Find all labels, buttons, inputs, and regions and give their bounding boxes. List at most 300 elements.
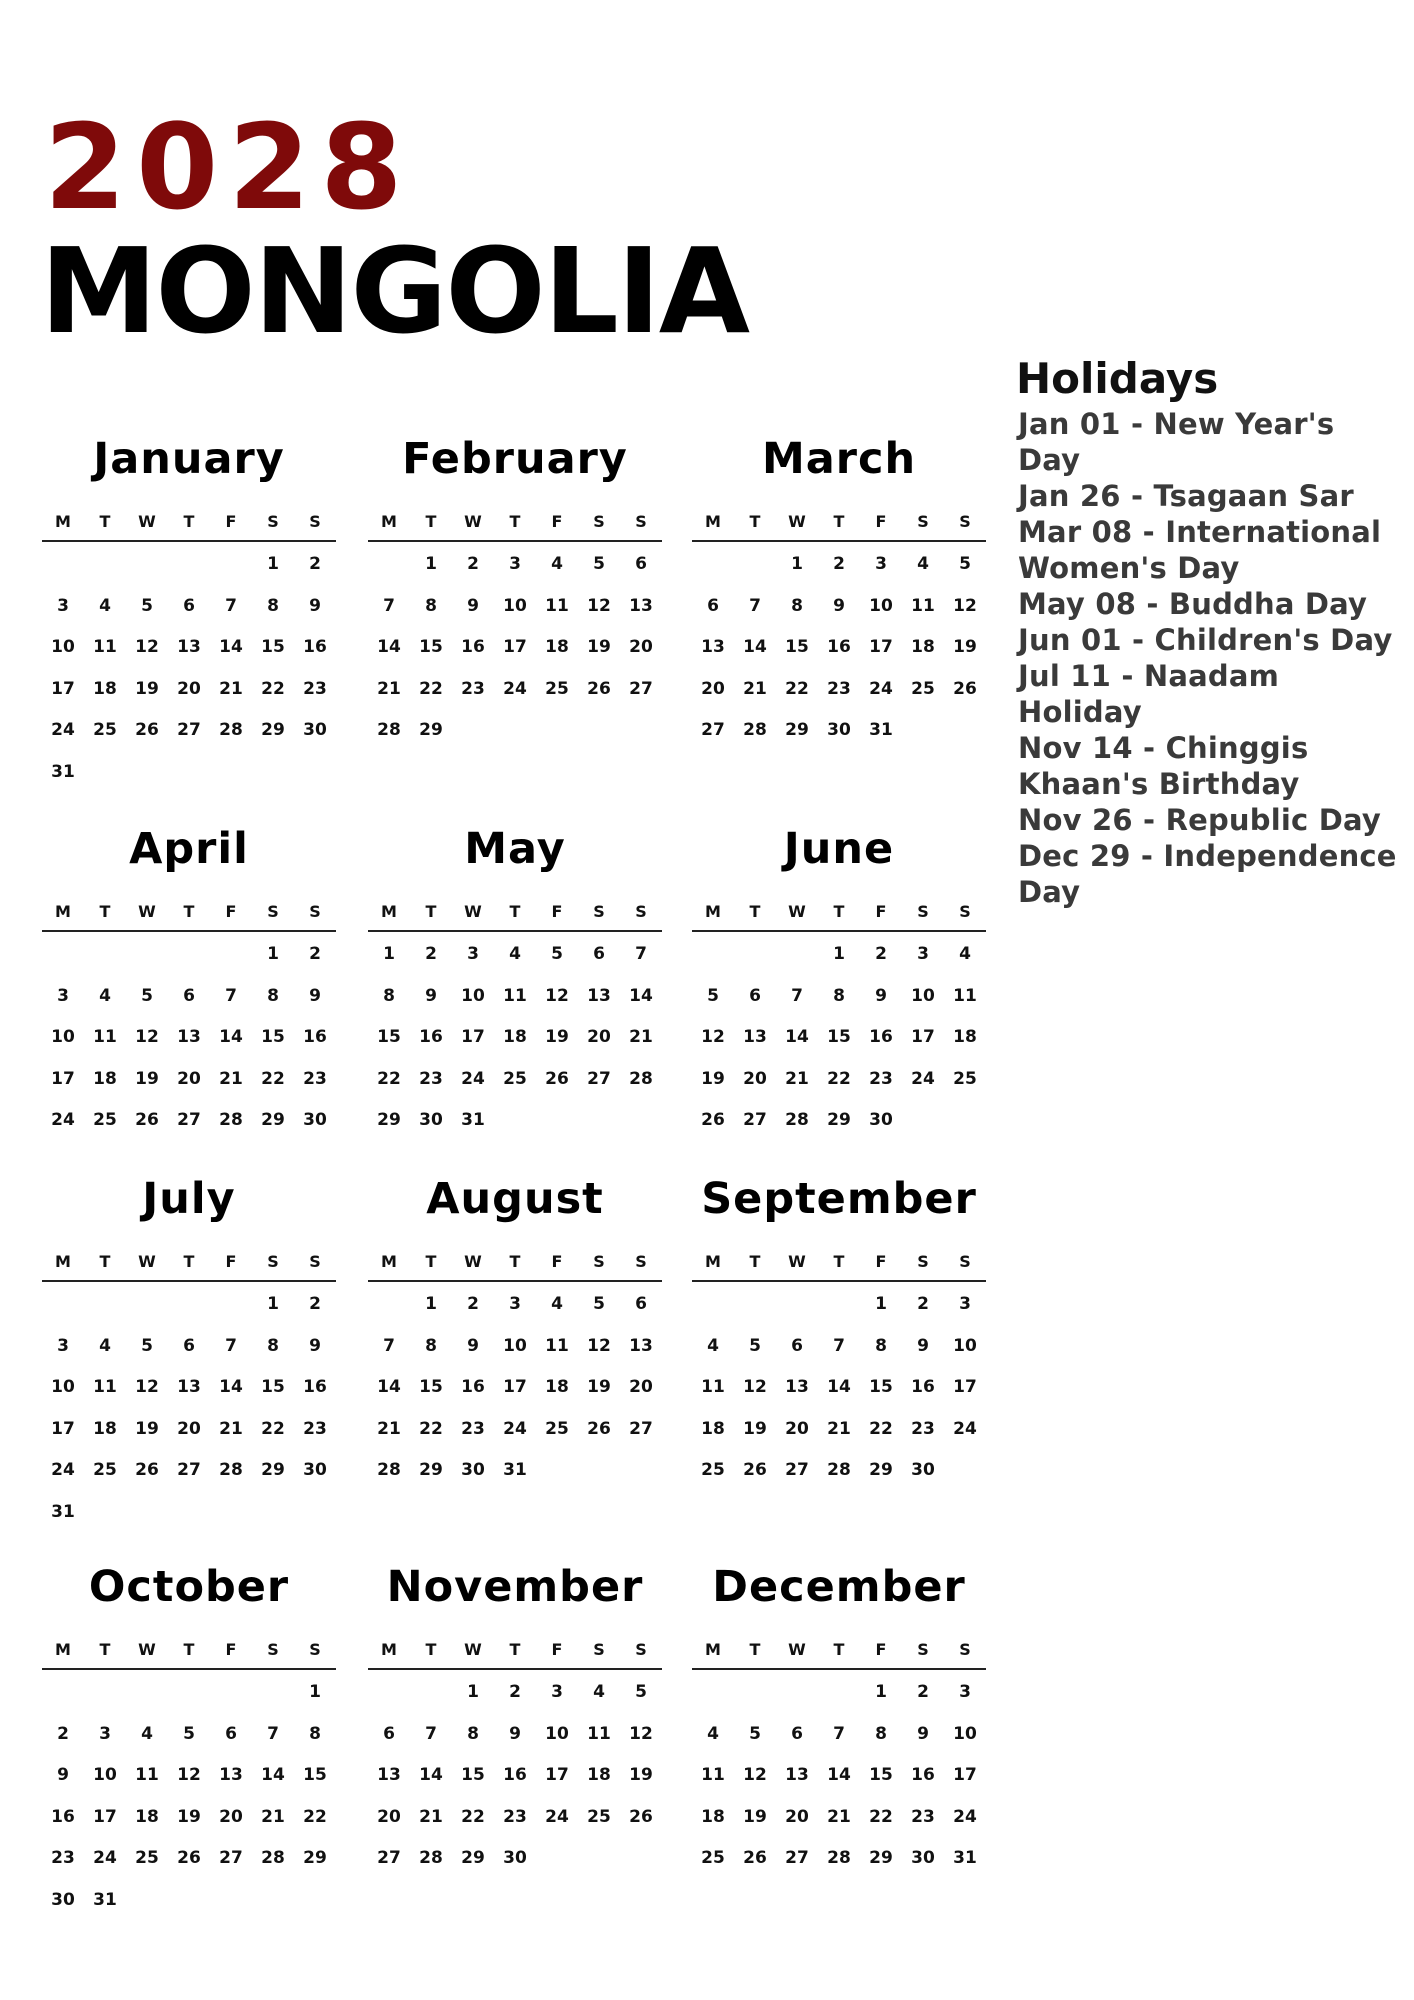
day-cell: 25 <box>701 1460 725 1480</box>
weekday-label: S <box>267 1640 279 1659</box>
holiday-item: Jan 26 - Tsagaan Sar <box>1018 479 1354 513</box>
day-cell: 18 <box>701 1418 725 1439</box>
day-cell: 28 <box>219 1110 243 1130</box>
day-cell: 5 <box>183 1723 195 1744</box>
weekday-label: T <box>509 1252 521 1271</box>
day-cell: 16 <box>303 1027 327 1047</box>
day-grid <box>692 932 986 1150</box>
day-cell: 31 <box>51 761 75 782</box>
day-cell: 9 <box>57 1765 69 1785</box>
day-cell: 9 <box>833 595 845 616</box>
day-cell: 3 <box>959 1294 971 1314</box>
day-cell: 11 <box>953 985 977 1006</box>
day-cell: 12 <box>587 595 611 616</box>
day-cell: 18 <box>93 1418 117 1439</box>
day-cell: 3 <box>57 985 69 1006</box>
day-cell: 9 <box>509 1723 521 1744</box>
day-cell: 8 <box>267 1335 279 1356</box>
day-cell: 26 <box>701 1110 725 1130</box>
day-cell: 27 <box>177 1110 201 1130</box>
day-cell: 14 <box>261 1765 285 1785</box>
day-cell: 3 <box>551 1682 563 1702</box>
day-cell: 25 <box>587 1806 611 1827</box>
day-cell: 15 <box>261 637 285 657</box>
day-cell: 9 <box>917 1335 929 1356</box>
holiday-item: Jun 01 - Children's Day <box>1018 623 1393 657</box>
day-cell: 13 <box>377 1765 401 1785</box>
weekday-label: W <box>464 902 482 921</box>
weekday-label: F <box>551 902 563 921</box>
day-cell: 26 <box>587 678 611 699</box>
weekday-label: S <box>593 1640 605 1659</box>
day-cell: 27 <box>701 720 725 740</box>
weekday-label: T <box>833 902 845 921</box>
day-cell: 9 <box>425 985 437 1006</box>
day-cell: 18 <box>93 1068 117 1089</box>
weekday-label: S <box>593 1252 605 1271</box>
day-cell: 11 <box>135 1765 159 1785</box>
month-november <box>368 1562 662 1888</box>
weekday-header <box>368 512 662 542</box>
day-cell: 27 <box>785 1848 809 1868</box>
day-cell: 12 <box>135 637 159 657</box>
day-cell: 19 <box>953 637 977 657</box>
weekday-label: T <box>99 512 111 531</box>
day-cell: 20 <box>177 1068 201 1089</box>
day-cell: 6 <box>593 944 605 964</box>
weekday-label: W <box>464 512 482 531</box>
day-cell: 4 <box>141 1723 153 1744</box>
day-cell: 16 <box>911 1765 935 1785</box>
day-cell: 28 <box>629 1068 653 1089</box>
weekday-label: F <box>551 1252 563 1271</box>
day-cell: 31 <box>93 1889 117 1910</box>
holiday-item: Nov 14 - Chinggis Khaan's Birthday <box>1018 731 1309 801</box>
day-cell: 21 <box>419 1806 443 1827</box>
weekday-label: W <box>788 512 806 531</box>
day-cell: 10 <box>503 595 527 616</box>
day-grid <box>692 1670 986 1888</box>
day-cell: 22 <box>461 1806 485 1827</box>
weekday-label: T <box>833 512 845 531</box>
day-cell: 23 <box>503 1806 527 1827</box>
day-cell: 12 <box>701 1027 725 1047</box>
day-cell: 12 <box>953 595 977 616</box>
day-cell: 23 <box>461 1418 485 1439</box>
day-cell: 27 <box>177 1460 201 1480</box>
day-cell: 28 <box>827 1848 851 1868</box>
weekday-label: S <box>635 902 647 921</box>
day-cell: 29 <box>303 1848 327 1868</box>
day-cell: 30 <box>303 720 327 740</box>
weekday-label: W <box>788 1640 806 1659</box>
day-cell: 10 <box>545 1723 569 1744</box>
day-cell: 10 <box>51 1377 75 1397</box>
day-cell: 8 <box>425 1335 437 1356</box>
day-cell: 25 <box>93 1110 117 1130</box>
weekday-label: W <box>788 902 806 921</box>
weekday-label: T <box>183 1640 195 1659</box>
day-cell: 14 <box>785 1027 809 1047</box>
weekday-label: F <box>875 512 887 531</box>
weekday-label: M <box>381 512 397 531</box>
weekday-label: M <box>705 512 721 531</box>
day-cell: 11 <box>93 1027 117 1047</box>
weekday-label: W <box>138 1252 156 1271</box>
day-cell: 21 <box>377 678 401 699</box>
day-cell: 28 <box>377 720 401 740</box>
day-cell: 6 <box>183 595 195 616</box>
weekday-label: F <box>875 1640 887 1659</box>
day-cell: 1 <box>833 944 845 964</box>
day-cell: 13 <box>629 595 653 616</box>
weekday-label: S <box>959 512 971 531</box>
day-cell: 8 <box>309 1723 321 1744</box>
weekday-label: S <box>309 902 321 921</box>
day-cell: 17 <box>51 1418 75 1439</box>
day-cell: 11 <box>545 595 569 616</box>
day-cell: 6 <box>635 554 647 574</box>
day-cell: 29 <box>377 1110 401 1130</box>
day-cell: 2 <box>57 1723 69 1744</box>
day-cell: 30 <box>461 1460 485 1480</box>
day-cell: 12 <box>743 1765 767 1785</box>
day-cell: 24 <box>869 678 893 699</box>
day-cell: 26 <box>629 1806 653 1827</box>
day-cell: 29 <box>419 720 443 740</box>
month-name: May <box>464 824 566 874</box>
day-cell: 18 <box>93 678 117 699</box>
day-cell: 19 <box>135 1418 159 1439</box>
weekday-label: T <box>99 1640 111 1659</box>
day-cell: 1 <box>267 554 279 574</box>
day-cell: 21 <box>629 1027 653 1047</box>
day-cell: 15 <box>261 1377 285 1397</box>
day-cell: 13 <box>785 1377 809 1397</box>
day-cell: 14 <box>827 1765 851 1785</box>
day-cell: 12 <box>587 1335 611 1356</box>
day-cell: 20 <box>587 1027 611 1047</box>
weekday-label: S <box>593 902 605 921</box>
day-cell: 1 <box>309 1682 321 1702</box>
weekday-label: M <box>55 1252 71 1271</box>
day-cell: 10 <box>869 595 893 616</box>
day-cell: 27 <box>587 1068 611 1089</box>
day-cell: 3 <box>99 1723 111 1744</box>
day-cell: 8 <box>267 595 279 616</box>
month-name: September <box>701 1174 977 1224</box>
holidays-panel <box>1016 354 1398 910</box>
day-grid <box>692 542 986 760</box>
month-january <box>42 434 336 801</box>
day-cell: 4 <box>551 1294 563 1314</box>
day-cell: 28 <box>261 1848 285 1868</box>
weekday-label: T <box>833 1252 845 1271</box>
day-cell: 2 <box>467 1294 479 1314</box>
day-cell: 31 <box>503 1460 527 1480</box>
day-cell: 6 <box>383 1723 395 1744</box>
day-cell: 29 <box>261 1460 285 1480</box>
month-name: August <box>426 1174 604 1224</box>
day-cell: 31 <box>51 1501 75 1522</box>
day-cell: 28 <box>419 1848 443 1868</box>
day-cell: 5 <box>141 985 153 1006</box>
day-cell: 18 <box>587 1765 611 1785</box>
weekday-label: M <box>55 902 71 921</box>
day-cell: 19 <box>587 637 611 657</box>
weekday-label: S <box>309 1252 321 1271</box>
day-cell: 3 <box>509 1294 521 1314</box>
weekday-label: W <box>138 1640 156 1659</box>
weekday-label: S <box>959 902 971 921</box>
weekday-label: F <box>225 1640 237 1659</box>
day-cell: 13 <box>177 637 201 657</box>
day-cell: 23 <box>303 1418 327 1439</box>
day-cell: 10 <box>953 1723 977 1744</box>
weekday-header <box>692 1640 986 1670</box>
day-cell: 26 <box>743 1460 767 1480</box>
day-cell: 2 <box>917 1294 929 1314</box>
day-cell: 22 <box>869 1418 893 1439</box>
day-cell: 15 <box>461 1765 485 1785</box>
day-cell: 18 <box>701 1806 725 1827</box>
day-cell: 28 <box>827 1460 851 1480</box>
day-cell: 31 <box>869 720 893 740</box>
weekday-label: F <box>225 902 237 921</box>
weekday-label: S <box>917 512 929 531</box>
weekday-label: T <box>749 902 761 921</box>
day-cell: 24 <box>503 678 527 699</box>
weekday-label: T <box>425 1640 437 1659</box>
day-cell: 15 <box>785 637 809 657</box>
month-name: January <box>93 434 285 484</box>
weekday-header <box>692 902 986 932</box>
day-cell: 7 <box>225 1335 237 1356</box>
day-cell: 20 <box>785 1806 809 1827</box>
weekday-label: W <box>138 512 156 531</box>
weekday-label: M <box>705 1252 721 1271</box>
day-cell: 24 <box>545 1806 569 1827</box>
day-cell: 2 <box>509 1682 521 1702</box>
day-cell: 15 <box>869 1765 893 1785</box>
weekday-label: S <box>959 1252 971 1271</box>
weekday-header <box>42 512 336 542</box>
day-cell: 7 <box>425 1723 437 1744</box>
day-cell: 24 <box>51 1460 75 1480</box>
day-grid <box>368 1670 662 1888</box>
day-cell: 11 <box>503 985 527 1006</box>
day-cell: 14 <box>219 637 243 657</box>
month-april <box>42 824 336 1150</box>
weekday-label: T <box>509 1640 521 1659</box>
day-cell: 21 <box>219 1068 243 1089</box>
day-cell: 7 <box>383 595 395 616</box>
holiday-item: May 08 - Buddha Day <box>1018 587 1368 621</box>
day-cell: 14 <box>419 1765 443 1785</box>
month-name: October <box>88 1562 290 1612</box>
day-cell: 24 <box>461 1068 485 1089</box>
day-cell: 29 <box>869 1460 893 1480</box>
day-cell: 5 <box>141 1335 153 1356</box>
day-cell: 24 <box>503 1418 527 1439</box>
day-cell: 23 <box>419 1068 443 1089</box>
weekday-label: S <box>959 1640 971 1659</box>
day-cell: 2 <box>467 554 479 574</box>
weekday-label: M <box>381 1252 397 1271</box>
day-cell: 3 <box>917 944 929 964</box>
day-cell: 22 <box>303 1806 327 1827</box>
day-cell: 17 <box>953 1377 977 1397</box>
weekday-label: F <box>551 512 563 531</box>
day-cell: 16 <box>419 1027 443 1047</box>
month-december <box>692 1562 986 1888</box>
weekday-label: T <box>749 512 761 531</box>
day-cell: 7 <box>225 985 237 1006</box>
day-cell: 4 <box>551 554 563 574</box>
day-cell: 1 <box>875 1682 887 1702</box>
weekday-label: F <box>551 1640 563 1659</box>
day-cell: 2 <box>425 944 437 964</box>
day-cell: 24 <box>93 1848 117 1868</box>
day-cell: 24 <box>51 1110 75 1130</box>
day-cell: 19 <box>545 1027 569 1047</box>
day-cell: 25 <box>503 1068 527 1089</box>
day-cell: 25 <box>545 1418 569 1439</box>
day-cell: 4 <box>959 944 971 964</box>
day-cell: 14 <box>743 637 767 657</box>
day-cell: 7 <box>383 1335 395 1356</box>
day-grid <box>368 542 662 760</box>
weekday-label: T <box>183 902 195 921</box>
day-cell: 23 <box>303 1068 327 1089</box>
day-cell: 8 <box>833 985 845 1006</box>
month-june <box>692 824 986 1150</box>
weekday-label: S <box>635 512 647 531</box>
day-grid <box>42 542 336 801</box>
day-cell: 1 <box>875 1294 887 1314</box>
day-cell: 2 <box>309 1294 321 1314</box>
day-cell: 19 <box>743 1418 767 1439</box>
day-cell: 12 <box>135 1027 159 1047</box>
day-cell: 27 <box>177 720 201 740</box>
day-cell: 29 <box>827 1110 851 1130</box>
day-cell: 20 <box>629 637 653 657</box>
day-cell: 21 <box>743 678 767 699</box>
day-cell: 10 <box>503 1335 527 1356</box>
day-cell: 22 <box>419 678 443 699</box>
day-cell: 22 <box>785 678 809 699</box>
day-cell: 20 <box>177 1418 201 1439</box>
day-cell: 2 <box>309 554 321 574</box>
day-cell: 7 <box>749 595 761 616</box>
day-cell: 19 <box>587 1377 611 1397</box>
day-cell: 22 <box>261 1068 285 1089</box>
day-cell: 4 <box>707 1723 719 1744</box>
day-cell: 16 <box>461 637 485 657</box>
weekday-label: S <box>635 1252 647 1271</box>
month-october <box>42 1562 336 1929</box>
weekday-header <box>692 1252 986 1282</box>
day-cell: 15 <box>303 1765 327 1785</box>
weekday-header <box>368 902 662 932</box>
day-cell: 1 <box>791 554 803 574</box>
day-cell: 25 <box>545 678 569 699</box>
day-cell: 18 <box>545 637 569 657</box>
month-september <box>692 1174 986 1500</box>
day-cell: 19 <box>135 1068 159 1089</box>
day-cell: 1 <box>467 1682 479 1702</box>
day-cell: 21 <box>377 1418 401 1439</box>
day-cell: 8 <box>791 595 803 616</box>
day-cell: 27 <box>629 678 653 699</box>
day-cell: 14 <box>377 1377 401 1397</box>
day-cell: 27 <box>219 1848 243 1868</box>
day-cell: 7 <box>791 985 803 1006</box>
day-cell: 29 <box>785 720 809 740</box>
day-cell: 13 <box>743 1027 767 1047</box>
day-cell: 26 <box>135 1110 159 1130</box>
day-cell: 18 <box>911 637 935 657</box>
day-grid <box>368 932 662 1150</box>
weekday-label: S <box>593 512 605 531</box>
day-cell: 5 <box>749 1723 761 1744</box>
weekday-label: F <box>875 902 887 921</box>
day-cell: 31 <box>461 1110 485 1130</box>
day-cell: 1 <box>425 554 437 574</box>
day-cell: 24 <box>953 1418 977 1439</box>
day-cell: 23 <box>911 1418 935 1439</box>
weekday-label: M <box>705 1640 721 1659</box>
day-cell: 16 <box>303 637 327 657</box>
day-grid <box>42 1282 336 1541</box>
day-cell: 30 <box>303 1460 327 1480</box>
day-cell: 23 <box>911 1806 935 1827</box>
day-cell: 2 <box>833 554 845 574</box>
day-cell: 4 <box>707 1335 719 1356</box>
day-cell: 20 <box>785 1418 809 1439</box>
day-cell: 30 <box>303 1110 327 1130</box>
month-name: July <box>142 1174 236 1224</box>
day-cell: 21 <box>219 1418 243 1439</box>
day-cell: 30 <box>51 1889 75 1910</box>
day-cell: 28 <box>743 720 767 740</box>
weekday-header <box>368 1640 662 1670</box>
day-cell: 18 <box>135 1806 159 1827</box>
day-cell: 13 <box>629 1335 653 1356</box>
day-cell: 15 <box>419 637 443 657</box>
weekday-label: W <box>788 1252 806 1271</box>
weekday-label: M <box>705 902 721 921</box>
day-cell: 16 <box>911 1377 935 1397</box>
day-cell: 14 <box>629 985 653 1006</box>
day-grid <box>692 1282 986 1500</box>
weekday-label: M <box>381 902 397 921</box>
weekday-label: W <box>138 902 156 921</box>
weekday-label: T <box>99 902 111 921</box>
day-cell: 21 <box>785 1068 809 1089</box>
day-cell: 16 <box>869 1027 893 1047</box>
weekday-label: T <box>183 1252 195 1271</box>
day-cell: 17 <box>503 637 527 657</box>
day-cell: 16 <box>303 1377 327 1397</box>
month-february <box>368 434 662 760</box>
day-cell: 4 <box>99 985 111 1006</box>
day-cell: 21 <box>219 678 243 699</box>
day-cell: 11 <box>93 637 117 657</box>
month-name: March <box>761 434 917 484</box>
day-cell: 26 <box>545 1068 569 1089</box>
day-cell: 6 <box>707 595 719 616</box>
